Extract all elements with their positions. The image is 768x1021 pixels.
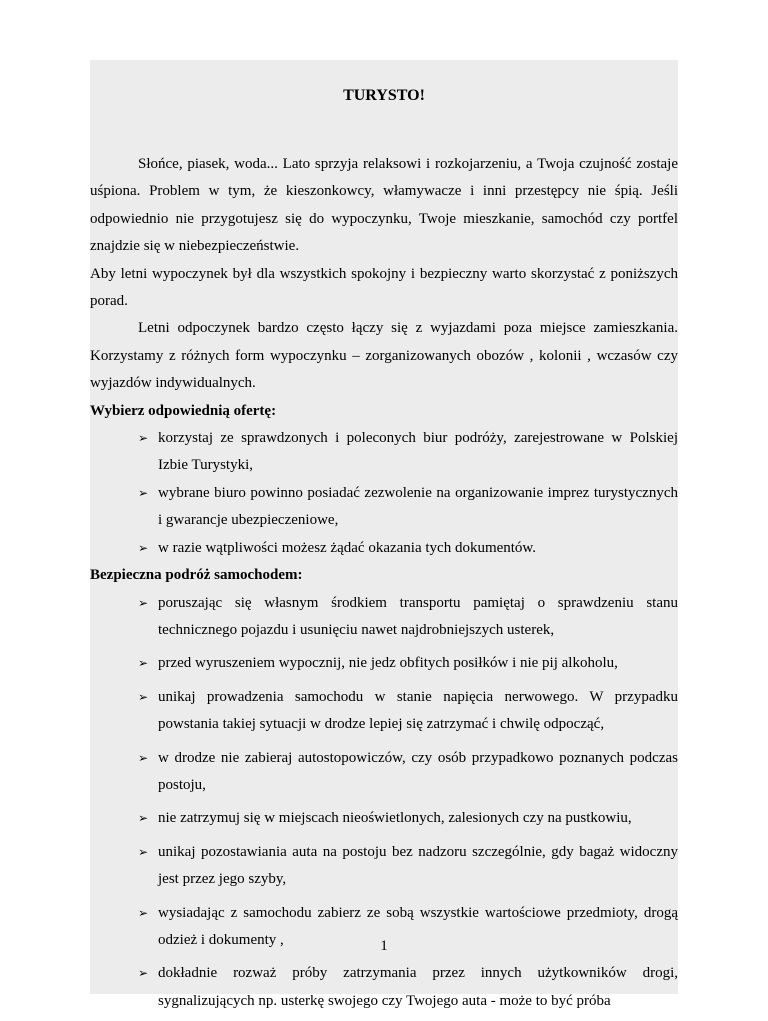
list-item: ➢ wybrane biuro powinno posiadać zezwolenie na organizowanie imprez turystycznych i gwarancje ubezpieczeniowe, (90, 480, 678, 535)
list-item: ➢ wysiadając z samochodu zabierz ze sobą wszystkie wartościowe przedmioty, drogą odzież i dokumenty , (90, 900, 678, 955)
arrow-bullet-icon: ➢ (138, 485, 149, 500)
list-item: ➢ nie zatrzymuj się w miejscach nieoświetlonych, zalesionych czy na pustkowiu, (90, 805, 678, 832)
section-heading-offer: Wybierz odpowiednią ofertę: (90, 402, 277, 419)
arrow-bullet-icon: ➢ (138, 595, 149, 610)
list-item: ➢ korzystaj ze sprawdzonych i poleconych biur podróży, zarejestrowane w Polskiej Izbie Turystyki, (90, 425, 678, 480)
intro-paragraph-3: Letni odpoczynek bardzo często łączy się z wyjazdami poza miejsce zamieszkania. Korzystamy z różnych form wypoczynku – zorganizowanych obozów , kolonii , wczasów czy wyjazdów indywidualnych. (90, 320, 678, 392)
document-title: TURYSTO! (343, 87, 425, 104)
arrow-bullet-icon: ➢ (138, 750, 149, 765)
intro-paragraph-2: Aby letni wypoczynek był dla wszystkich spokojny i bezpieczny warto skorzystać z poniższych porad. (90, 265, 678, 310)
document-content (90, 60, 678, 1021)
section-heading-car: Bezpieczna podróż samochodem: (90, 567, 303, 584)
arrow-bullet-icon: ➢ (138, 811, 149, 826)
arrow-bullet-icon: ➢ (138, 905, 149, 920)
list-item: ➢ przed wyruszeniem wypocznij, nie jedz obfitych posiłków i nie pij alkoholu, (90, 650, 678, 677)
list-item: ➢ dokładnie rozważ próby zatrzymania przez innych użytkowników drogi, sygnalizujących np. usterkę swojego czy Twojego auta - może to być próba (90, 960, 678, 1015)
list-item: ➢ poruszając się własnym środkiem transportu pamiętaj o sprawdzeniu stanu technicznego pojazdu i usunięciu nawet najdrobniejszych usterek, (90, 590, 678, 645)
list-item: ➢ unikaj prowadzenia samochodu w stanie napięcia nerwowego. W przypadku powstania takiej sytuacji w drodze lepiej się zatrzymać i chwilę odpocząć, (90, 684, 678, 739)
arrow-bullet-icon: ➢ (138, 844, 149, 859)
list-item: ➢ w razie wątpliwości możesz żądać okazania tych dokumentów. (90, 535, 678, 562)
arrow-bullet-icon: ➢ (138, 540, 149, 555)
intro-paragraph-1: Słońce, piasek, woda... Lato sprzyja relaksowi i rozkojarzeniu, a Twoja czujność zostaje uśpiona. Problem w tym, że kieszonkowcy, włamywacze i inni przestępcy nie śpią. Jeśli odpowiednio nie przygotujesz się do wypoczynku, Twoje mieszkanie, samochód czy portfel znajdzie się w niebezpieczeństwie. (90, 156, 678, 255)
list-item: ➢ w drodze nie zabieraj autostopowiczów, czy osób przypadkowo poznanych podczas postoju, (90, 745, 678, 800)
page-number: 1 (380, 938, 388, 954)
list-item: ➢ unikaj pozostawiania auta na postoju bez nadzoru szczególnie, gdy bagaż widoczny jest przez jego szyby, (90, 839, 678, 894)
arrow-bullet-icon: ➢ (138, 689, 149, 704)
arrow-bullet-icon: ➢ (138, 966, 149, 981)
arrow-bullet-icon: ➢ (138, 431, 149, 446)
offer-list (90, 425, 678, 562)
arrow-bullet-icon: ➢ (138, 656, 149, 671)
document-page (90, 60, 678, 1009)
